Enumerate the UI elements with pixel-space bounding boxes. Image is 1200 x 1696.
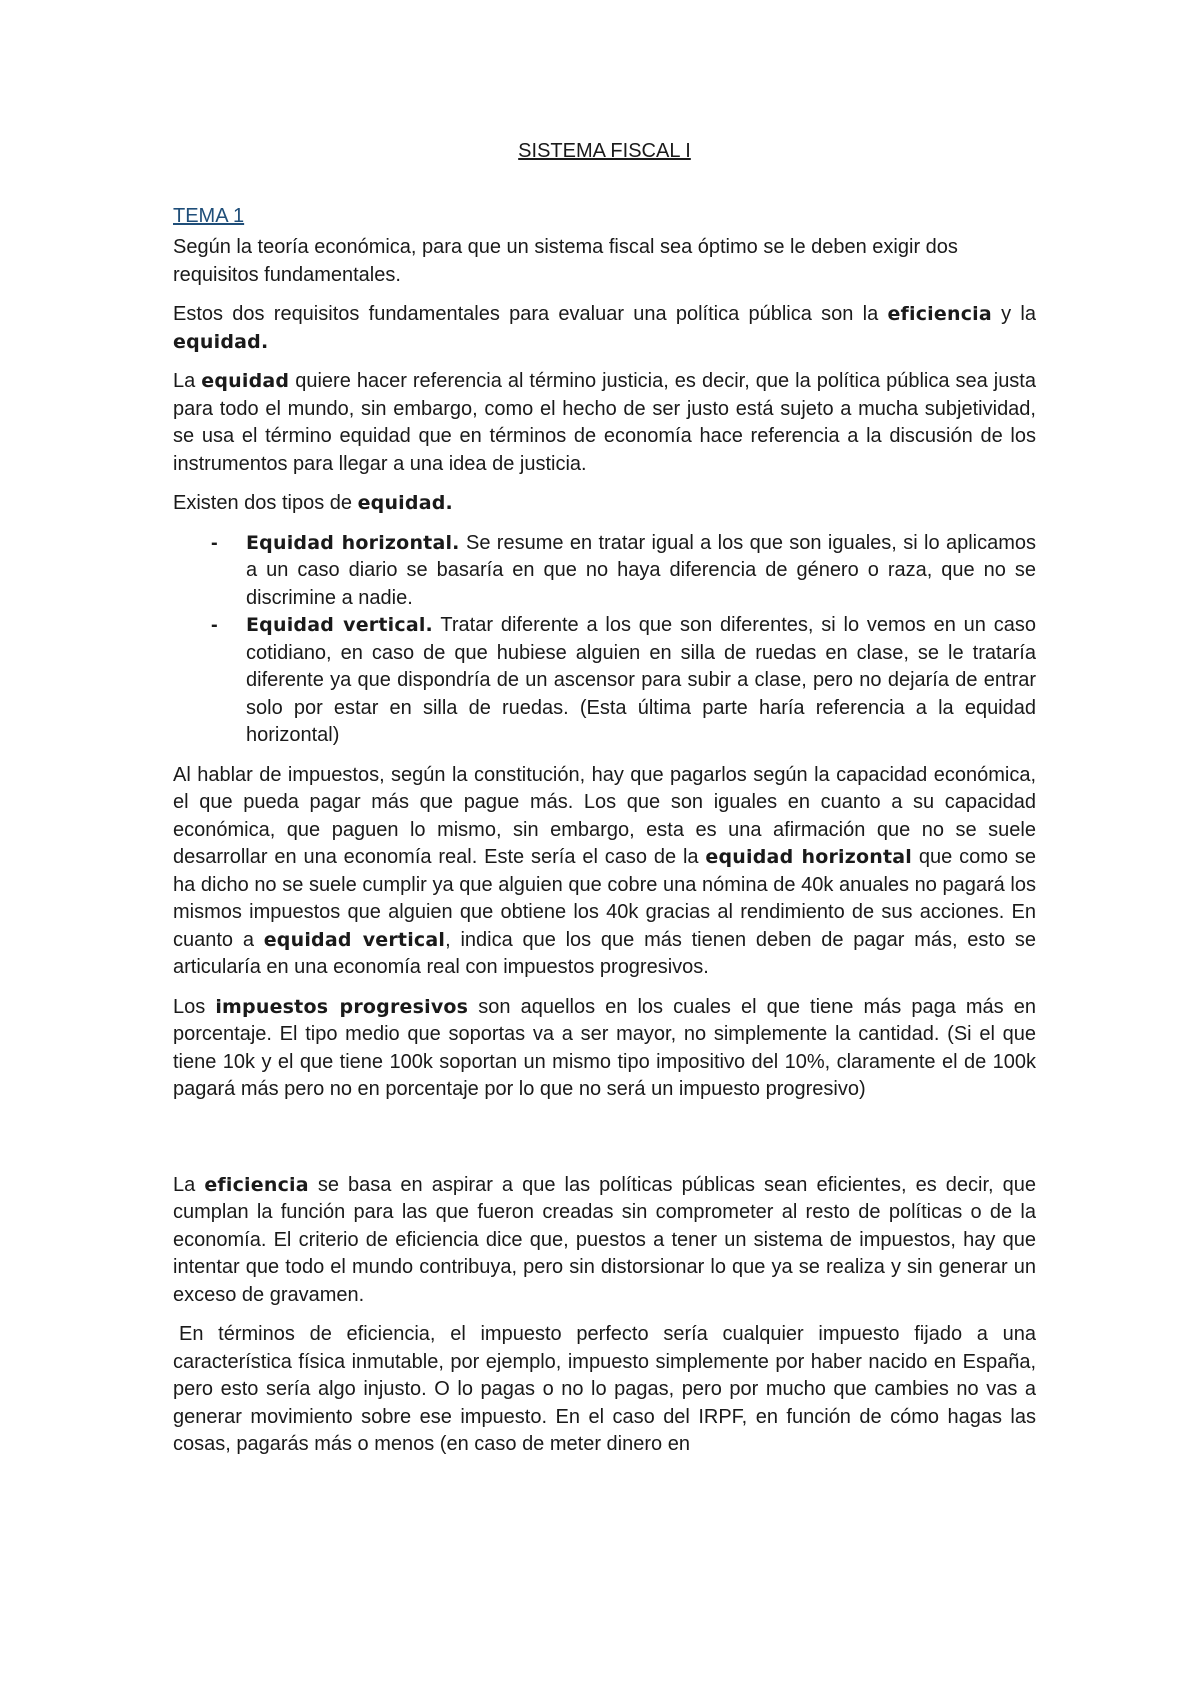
paragraph-impuesto-perfecto: En términos de eficiencia, el impuesto perfecto sería cualquier impuesto fijado a una característica física inmutable, por ejemplo, impuesto simplemente por haber nacido en España, pero esto sería algo injusto. O lo pagas o no lo pagas, pero por mucho que cambies no vas a generar movimiento sobre ese impuesto. En el caso del IRPF, en función de cómo hagas las cosas, pagarás más o menos (en caso de meter dinero en xyxy=(173,1323,1036,1455)
text-run: Tratar diferente a los que son diferentes, si lo vemos en un caso cotidiano, en caso de que hubiese alguien en silla de ruedas en clase, se le trataría diferente ya que dispondría de un ascensor para subir a clase, pero no dejaría de entrar solo por estar en silla de ruedas. (Esta última parte haría referencia a la equidad horizontal) xyxy=(246,614,1036,746)
equidad-list xyxy=(173,530,1036,750)
bold-term: equidad. xyxy=(357,492,453,514)
dash-bullet: - xyxy=(211,614,218,636)
paragraph-progresivos xyxy=(173,994,1036,1104)
text-run: y la xyxy=(991,303,1036,325)
text-run: La xyxy=(173,1173,205,1196)
paragraph-tipos xyxy=(173,490,1036,518)
bold-term: Equidad horizontal. xyxy=(246,531,460,554)
paragraph-eficiencia xyxy=(173,1172,1036,1310)
bold-term: eficiencia xyxy=(887,303,992,325)
bold-term: eficiencia xyxy=(204,1173,309,1196)
text-run: Estos dos requisitos fundamentales para evaluar una política pública son la xyxy=(173,303,888,325)
text-run: que como se ha dicho no se suele cumplir ya que alguien que cobre una nómina de 40k anuales no pagará los mismos impuestos que alguien que obtiene los 40k gracias al rendimiento de sus acciones. En cuanto a xyxy=(173,846,1036,951)
bold-term: equidad vertical xyxy=(263,928,446,951)
text-run: Los xyxy=(173,995,216,1018)
text-run: Existen dos tipos de xyxy=(173,492,358,514)
dash-bullet: - xyxy=(211,531,218,554)
bold-term: equidad horizontal xyxy=(705,846,913,868)
document-title: SISTEMA FISCAL I xyxy=(518,140,691,162)
text-run: , indica que los que más tienen deben de pagar más, esto se articularía en una economía real con impuestos progresivos. xyxy=(173,928,1036,978)
blank-space xyxy=(173,1116,1036,1172)
bold-term: Equidad vertical. xyxy=(246,614,433,636)
text-run: quiere hacer referencia al término justicia, es decir, que la política pública sea justa para todo el mundo, sin embargo, como el hecho de ser justo está sujeto a mucha subjetividad, se usa el término equidad que en términos de economía hace referencia a la discusión de los instrumentos para llegar a una idea de justicia. xyxy=(173,370,1036,475)
text-run: Al hablar de impuestos, según la constitución, hay que pagarlos según la capacidad económica, el que pueda pagar más que pague más. Los que son iguales en cuanto a su capacidad económica, que paguen lo mismo, sin embargo, esta es una afirmación que no se suele desarrollar en una economía real. Este sería el caso de la xyxy=(173,763,1036,868)
paragraph-equidad xyxy=(173,368,1036,478)
paragraph-intro: Según la teoría económica, para que un sistema fiscal sea óptimo se le deben exigir dos requisitos fundamentales. xyxy=(173,236,958,286)
document-body xyxy=(173,138,1036,1471)
list-item xyxy=(173,530,1036,613)
paragraph-impuestos xyxy=(173,762,1036,982)
text-run: Se resume en tratar igual a los que son iguales, si lo aplicamos a un caso diario se basaría en que no haya diferencia de género o raza, que no se discrimine a nadie. xyxy=(246,531,1037,609)
section-heading: TEMA 1 xyxy=(173,205,245,227)
text-run: La xyxy=(173,370,202,392)
text-run: son aquellos en los cuales el que tiene más paga más en porcentaje. El tipo medio que soportas va a ser mayor, no simplemente la cantidad. (Si el que tiene 10k y el que tiene 100k soportan un mismo tipo impositivo del 10%, claramente el de 100k pagará más pero no en porcentaje por lo que no será un impuesto progresivo) xyxy=(173,995,1036,1100)
bold-term: equidad xyxy=(201,370,290,392)
list-item xyxy=(173,612,1036,750)
text-run: se basa en aspirar a que las políticas públicas sean eficientes, es decir, que cumplan la función para las que fueron creadas sin comprometer al resto de políticas o de la economía. El criterio de eficiencia dice que, puestos a tener un sistema de impuestos, hay que intentar que todo el mundo contribuya, pero sin distorsionar lo que ya se realiza y sin generar un exceso de gravamen. xyxy=(173,1173,1036,1306)
bold-term: equidad. xyxy=(173,330,269,353)
bold-term: impuestos progresivos xyxy=(215,995,469,1018)
paragraph-requisitos xyxy=(173,301,1036,356)
